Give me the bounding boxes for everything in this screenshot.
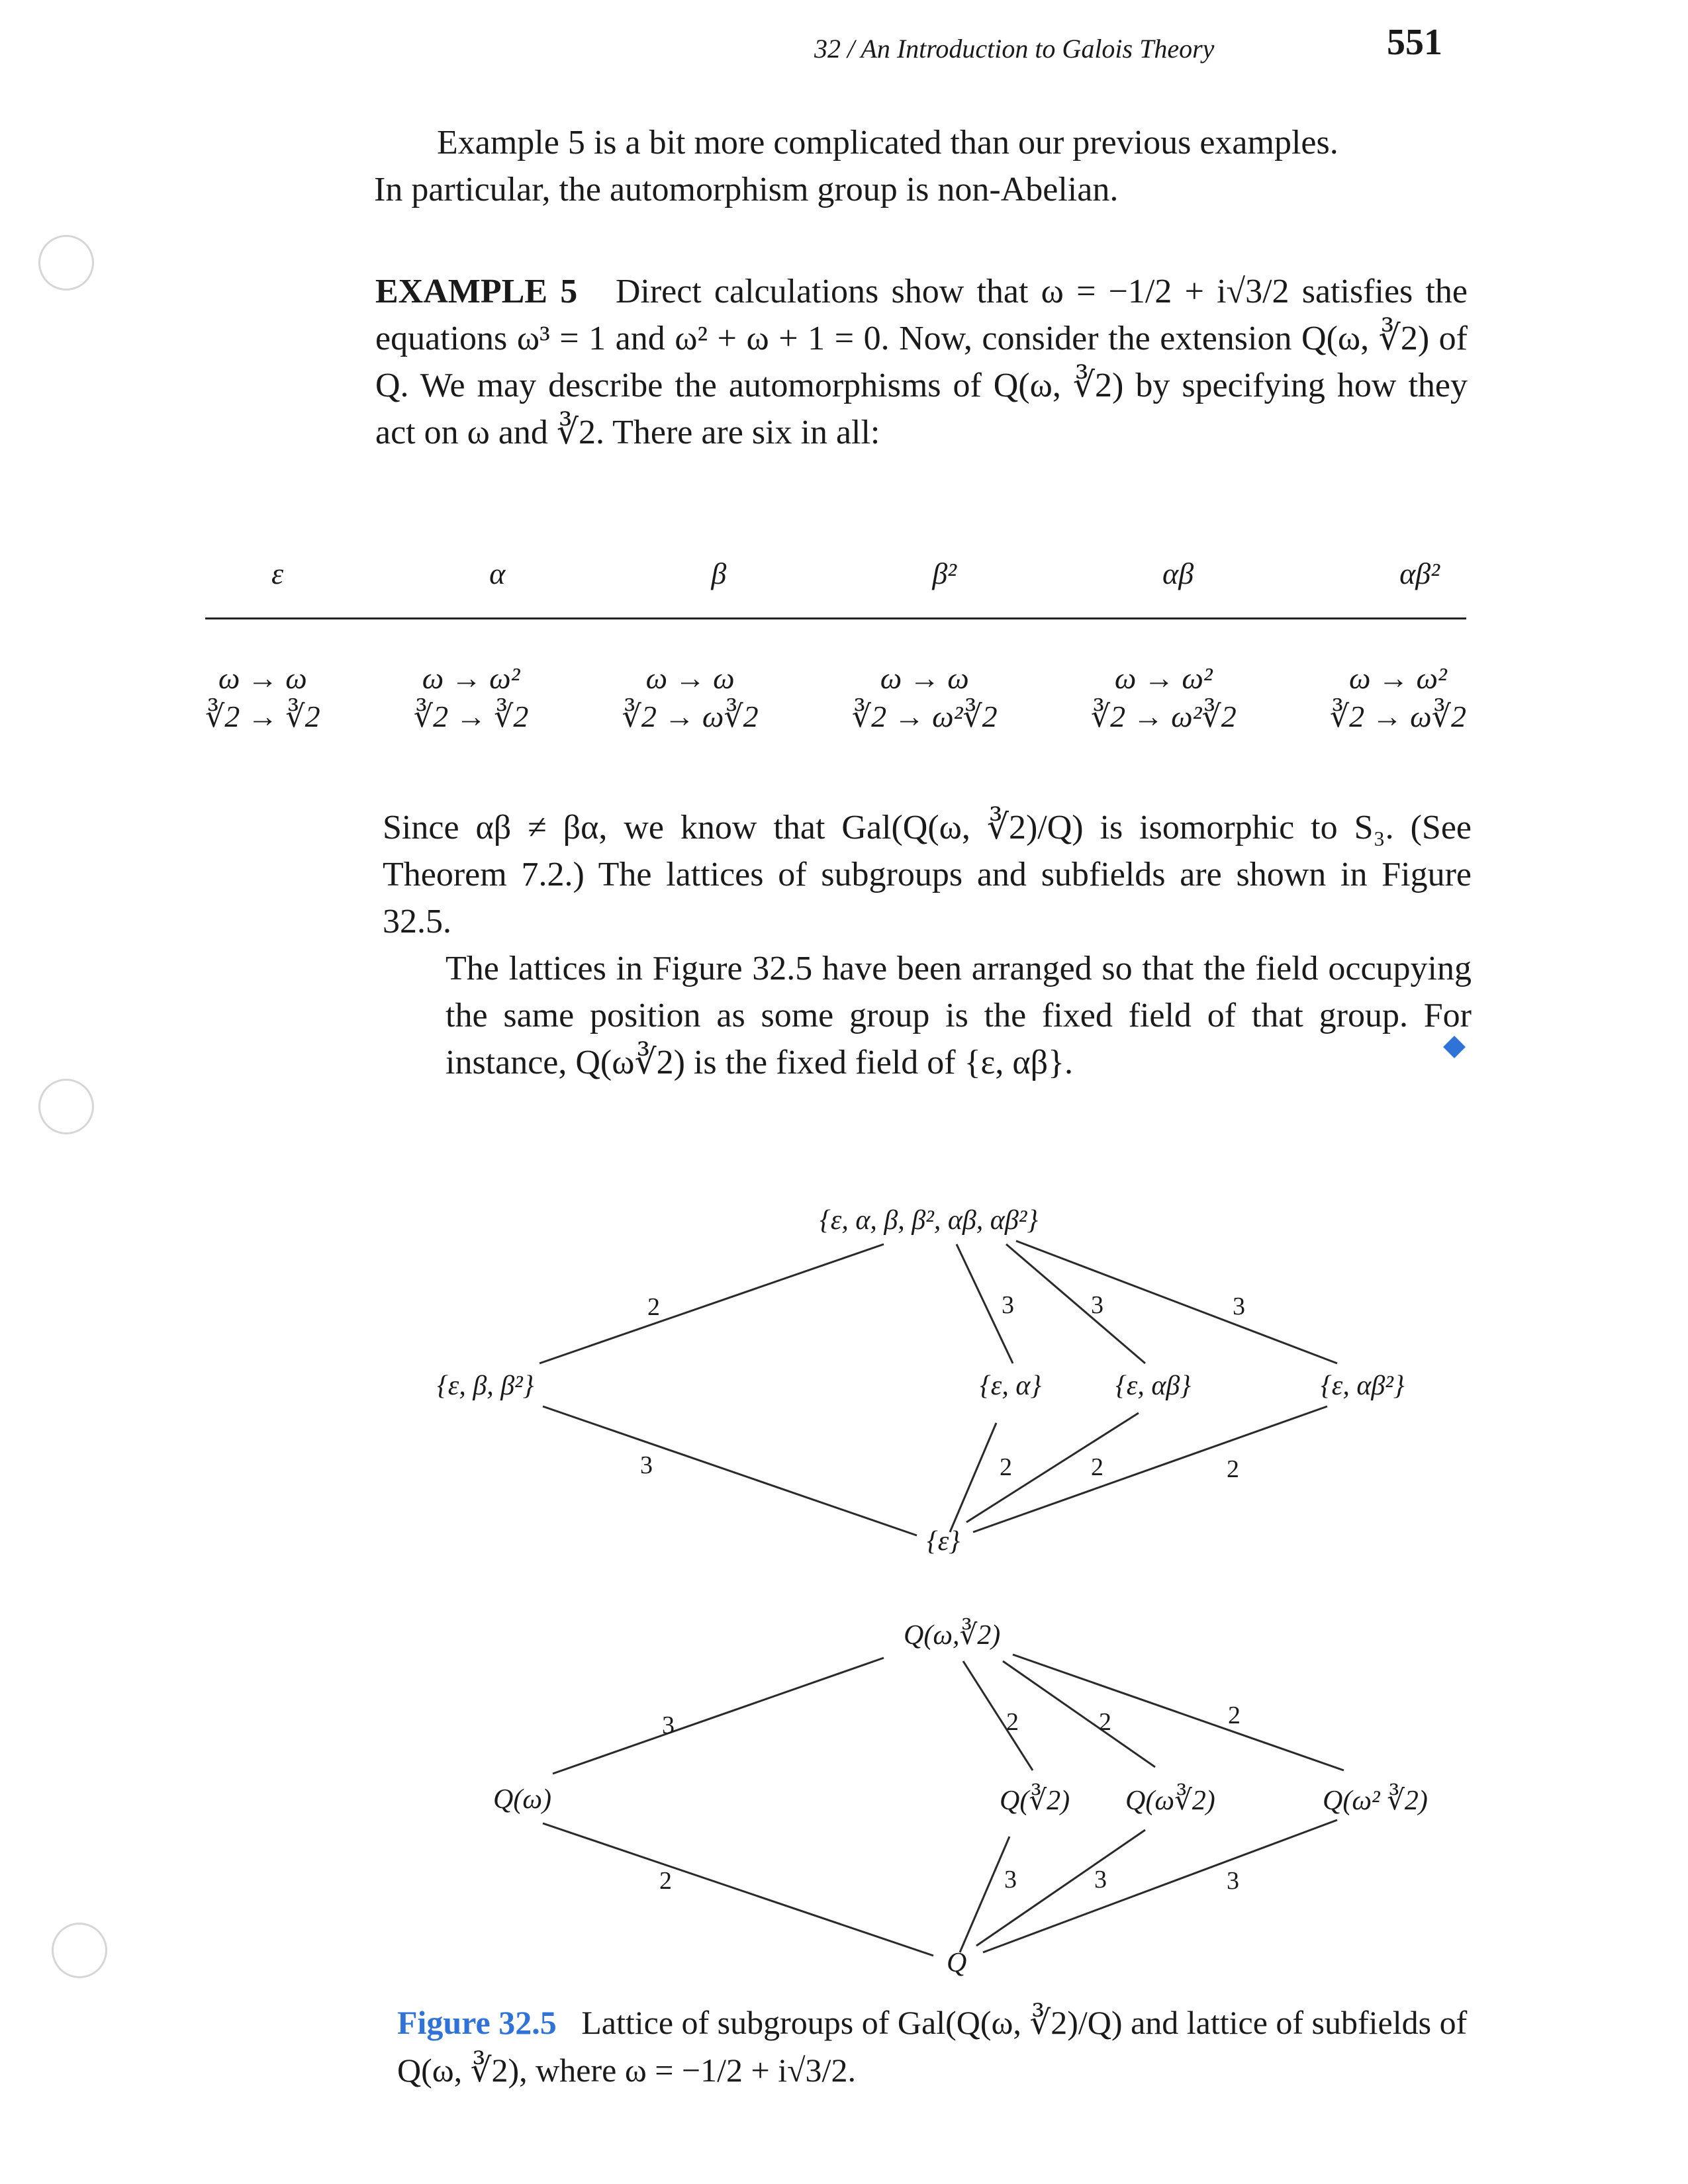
edge-line (973, 1406, 1327, 1532)
subgroup-node-left: {ε, β, β²} (437, 1371, 534, 1401)
cuberoot-mapping: ∛2 → ω∛2 (1329, 700, 1466, 733)
figure-caption-text: Lattice of subgroups of Gal(Q(ω, ∛2)/Q) and lattice of subfields of Q(ω, ∛2), where ω = −1/2 + i√3/2. (397, 2004, 1468, 2089)
edge-label: 3 (1227, 1867, 1239, 1895)
cuberoot-mapping: ∛2 → ω²∛2 (851, 700, 998, 733)
subfield-node-top: Q(ω,∛2) (904, 1620, 1001, 1651)
edge-label: 2 (1000, 1453, 1012, 1481)
subgroup-node-mid1: {ε, α} (980, 1371, 1042, 1401)
intro-line-2: In particular, the automorphism group is non-Abelian. (374, 171, 1119, 208)
automorphism-header: αβ² (1399, 557, 1440, 590)
edge-label: 3 (1002, 1291, 1014, 1319)
edge-line (543, 1406, 917, 1535)
subgroup-node-right: {ε, αβ²} (1321, 1371, 1405, 1401)
edge-label: 2 (1006, 1708, 1019, 1736)
subfield-node-left: Q(ω) (493, 1784, 551, 1815)
subgroup-node-mid2: {ε, αβ} (1115, 1371, 1192, 1401)
figure-label: Figure 32.5 (397, 2004, 557, 2041)
edge-label: 3 (1091, 1291, 1103, 1319)
running-header: 32 / An Introduction to Galois Theory (814, 34, 1215, 64)
edge-line (983, 1820, 1337, 1952)
automorphism-header: αβ (1162, 557, 1194, 590)
edge-line (976, 1830, 1145, 1946)
subfield-node-mid2: Q(ω∛2) (1125, 1786, 1215, 1816)
subgroup-node-top: {ε, α, β, β², αβ, αβ²} (820, 1205, 1039, 1236)
edge-line (1013, 1655, 1344, 1770)
edge-label: 2 (1099, 1708, 1111, 1736)
edge-label: 3 (1233, 1293, 1245, 1320)
edge-line (950, 1423, 996, 1532)
automorphism-header: α (489, 557, 506, 590)
edge-line (1016, 1241, 1337, 1363)
example-text: Direct calculations show that ω = −1/2 + i√3/2 satisfies the equations ω³ = 1 and ω² + ω + 1 = 0. Now, consider the extension Q(ω, ∛2) of Q. We may describe the automorphisms of Q(ω, ∛2) by specifying how they act on ω and ∛2. There are six in all: (375, 273, 1468, 451)
subfield-node-right: Q(ω² ∛2) (1323, 1786, 1428, 1816)
edge-label: 2 (1228, 1702, 1241, 1729)
omega-mapping: ω → ω (218, 661, 307, 695)
edge-line (963, 1661, 1033, 1770)
edge-label: 2 (659, 1867, 672, 1895)
subgroup-node-bottom: {ε} (927, 1526, 961, 1557)
edge-label: 3 (1004, 1866, 1017, 1893)
figure-caption (397, 1999, 1489, 2094)
cuberoot-mapping: ∛2 → ∛2 (205, 700, 320, 733)
edge-label: 3 (640, 1451, 653, 1479)
omega-mapping: ω → ω² (1114, 661, 1213, 695)
example-label: EXAMPLE 5 (375, 273, 578, 310)
edge-line (1006, 1244, 1145, 1363)
omega-mapping: ω → ω² (1349, 661, 1447, 695)
omega-mapping: ω → ω² (422, 661, 520, 695)
edge-line (539, 1244, 884, 1363)
cuberoot-mapping: ∛2 → ω∛2 (622, 700, 759, 733)
edge-line (543, 1823, 933, 1956)
subfield-node-bottom: Q (947, 1948, 967, 1978)
page-number: 551 (1387, 22, 1442, 63)
edge-label: 3 (662, 1711, 675, 1739)
automorphism-header: ε (271, 557, 284, 590)
edge-label: 3 (1094, 1866, 1107, 1893)
edge-line (553, 1658, 884, 1774)
intro-line-1: Example 5 is a bit more complicated than our previous examples. (437, 124, 1338, 161)
edge-line (966, 1413, 1139, 1522)
omega-mapping: ω → ω (645, 661, 735, 695)
edge-label: 2 (647, 1293, 660, 1321)
automorphism-header: β (711, 557, 727, 590)
lattice-arrangement-text: The lattices in Figure 32.5 have been arranged so that the field occupying the same position as some group is the fixed field of that group. For instance, Q(ω∛2) is the fixed field of {ε, αβ}. (445, 950, 1472, 1081)
cuberoot-mapping: ∛2 → ∛2 (413, 700, 529, 733)
edge-label: 2 (1091, 1453, 1103, 1481)
since-text: Since αβ ≠ βα, we know that Gal(Q(ω, ∛2)/Q) is isomorphic to S₃. (See Theorem 7.2.) The lattices of subgroups and subfields are shown in Figure 32.5. (383, 809, 1472, 940)
edge-label: 2 (1227, 1455, 1239, 1483)
subfield-node-mid1: Q(∛2) (1000, 1786, 1070, 1816)
automorphism-header: β² (932, 557, 957, 590)
cuberoot-mapping: ∛2 → ω²∛2 (1090, 700, 1237, 733)
edge-line (960, 1837, 1009, 1952)
omega-mapping: ω → ω (880, 661, 969, 695)
